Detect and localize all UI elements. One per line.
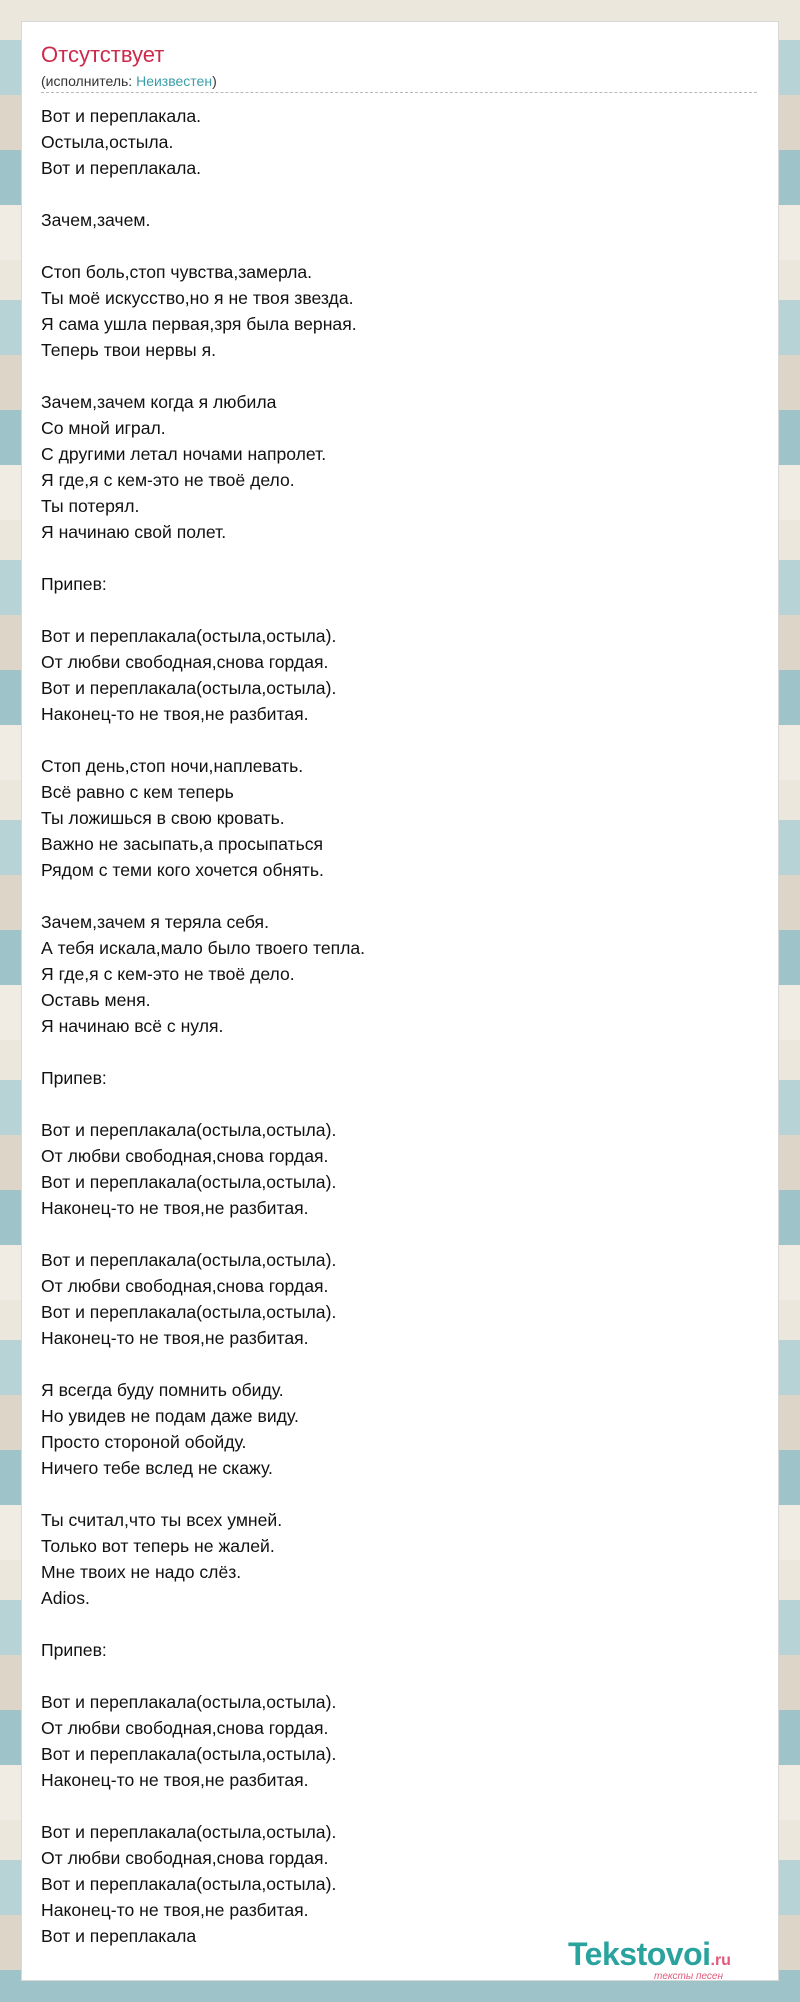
lyric-line: Стоп боль,стоп чувства,замерла. bbox=[41, 262, 313, 282]
lyric-line: Adios. bbox=[41, 1588, 90, 1608]
lyric-line: Я всегда буду помнить обиду. bbox=[41, 1380, 284, 1400]
lyric-line: Вот и переплакала(остыла,остыла). bbox=[41, 1250, 337, 1270]
lyric-line: Ты моё искусство,но я не твоя звезда. bbox=[41, 288, 354, 308]
lyric-line: Припев: bbox=[41, 574, 107, 594]
logo-tld: .ru bbox=[710, 1952, 731, 1969]
lyric-line: Я где,я с кем-это не твоё дело. bbox=[41, 964, 295, 984]
lyric-line: Стоп день,стоп ночи,наплевать. bbox=[41, 756, 304, 776]
lyric-line: Вот и переплакала(остыла,остыла). bbox=[41, 1172, 337, 1192]
lyric-line: Теперь твои нервы я. bbox=[41, 340, 216, 360]
lyric-line bbox=[41, 1663, 365, 1689]
lyric-line: От любви свободная,снова гордая. bbox=[41, 1276, 329, 1296]
lyric-line bbox=[41, 1611, 365, 1637]
lyric-line: С другими летал ночами напролет. bbox=[41, 444, 327, 464]
lyrics-text bbox=[41, 103, 365, 1949]
lyric-line bbox=[41, 1481, 365, 1507]
lyric-line: Ничего тебе вслед не скажу. bbox=[41, 1458, 273, 1478]
lyric-line: Наконец-то не твоя,не разбитая. bbox=[41, 704, 309, 724]
lyric-line: Вот и переплакала(остыла,остыла). bbox=[41, 1302, 337, 1322]
lyric-line: Вот и переплакала. bbox=[41, 106, 202, 126]
lyric-line bbox=[41, 545, 365, 571]
lyric-line bbox=[41, 883, 365, 909]
artist-suffix: ) bbox=[212, 73, 217, 89]
title-divider bbox=[41, 92, 757, 93]
lyric-line: От любви свободная,снова гордая. bbox=[41, 652, 329, 672]
lyric-line: Вот и переплакала(остыла,остыла). bbox=[41, 1692, 337, 1712]
song-title: Отсутствует bbox=[41, 42, 165, 67]
lyric-line: Вот и переплакала. bbox=[41, 158, 202, 178]
lyric-line: Припев: bbox=[41, 1640, 107, 1660]
lyric-line bbox=[41, 363, 365, 389]
lyric-line: Просто стороной обойду. bbox=[41, 1432, 247, 1452]
lyric-line: Вот и переплакала(остыла,остыла). bbox=[41, 1744, 337, 1764]
lyric-line: Я начинаю всё с нуля. bbox=[41, 1016, 224, 1036]
logo-wordmark bbox=[568, 1938, 731, 1970]
artist-prefix: (исполнитель: bbox=[41, 73, 137, 89]
logo-subtitle: тексты песен bbox=[654, 1971, 723, 1982]
artist-link[interactable]: Неизвестен bbox=[136, 73, 213, 89]
lyric-line: Остыла,остыла. bbox=[41, 132, 174, 152]
lyric-line: Зачем,зачем я теряла себя. bbox=[41, 912, 269, 932]
logo-main-text: Tekstovoi bbox=[568, 1936, 711, 1972]
lyric-line bbox=[41, 233, 365, 259]
lyric-line: Вот и переплакала(остыла,остыла). bbox=[41, 1822, 337, 1842]
lyric-line: От любви свободная,снова гордая. bbox=[41, 1146, 329, 1166]
lyric-line: Вот и переплакала bbox=[41, 1926, 197, 1946]
lyric-line: Зачем,зачем. bbox=[41, 210, 151, 230]
lyric-line bbox=[41, 1351, 365, 1377]
lyric-line: От любви свободная,снова гордая. bbox=[41, 1718, 329, 1738]
lyric-line: Вот и переплакала(остыла,остыла). bbox=[41, 1874, 337, 1894]
lyric-line: А тебя искала,мало было твоего тепла. bbox=[41, 938, 366, 958]
lyric-line: Важно не засыпать,а просыпаться bbox=[41, 834, 324, 854]
lyric-line: Припев: bbox=[41, 1068, 107, 1088]
lyric-line: Вот и переплакала(остыла,остыла). bbox=[41, 626, 337, 646]
lyric-line: Всё равно с кем теперь bbox=[41, 782, 234, 802]
lyric-line bbox=[41, 1091, 365, 1117]
lyric-line: Мне твоих не надо слёз. bbox=[41, 1562, 242, 1582]
site-logo[interactable] bbox=[568, 1938, 768, 1982]
lyrics-card bbox=[22, 22, 778, 1980]
lyric-line: Я начинаю свой полет. bbox=[41, 522, 227, 542]
lyric-line: Вот и переплакала(остыла,остыла). bbox=[41, 678, 337, 698]
lyric-line: Только вот теперь не жалей. bbox=[41, 1536, 275, 1556]
lyric-line bbox=[41, 1221, 365, 1247]
lyric-line: Рядом с теми кого хочется обнять. bbox=[41, 860, 324, 880]
lyric-line: Ты потерял. bbox=[41, 496, 140, 516]
lyric-line: Я где,я с кем-это не твоё дело. bbox=[41, 470, 295, 490]
lyric-line: Ты считал,что ты всех умней. bbox=[41, 1510, 283, 1530]
lyric-line: Зачем,зачем когда я любила bbox=[41, 392, 277, 412]
lyric-line bbox=[41, 181, 365, 207]
lyric-line bbox=[41, 1793, 365, 1819]
lyric-line bbox=[41, 597, 365, 623]
lyric-line: Со мной играл. bbox=[41, 418, 166, 438]
lyric-line: Наконец-то не твоя,не разбитая. bbox=[41, 1198, 309, 1218]
lyric-line bbox=[41, 1039, 365, 1065]
lyric-line: Оставь меня. bbox=[41, 990, 151, 1010]
lyric-line: Я сама ушла первая,зря была верная. bbox=[41, 314, 357, 334]
lyric-line: Наконец-то не твоя,не разбитая. bbox=[41, 1328, 309, 1348]
lyric-line: Вот и переплакала(остыла,остыла). bbox=[41, 1120, 337, 1140]
lyric-line: От любви свободная,снова гордая. bbox=[41, 1848, 329, 1868]
lyric-line: Наконец-то не твоя,не разбитая. bbox=[41, 1900, 309, 1920]
artist-line bbox=[41, 74, 217, 88]
lyric-line bbox=[41, 727, 365, 753]
lyric-line: Но увидев не подам даже виду. bbox=[41, 1406, 299, 1426]
lyric-line: Наконец-то не твоя,не разбитая. bbox=[41, 1770, 309, 1790]
lyric-line: Ты ложишься в свою кровать. bbox=[41, 808, 285, 828]
